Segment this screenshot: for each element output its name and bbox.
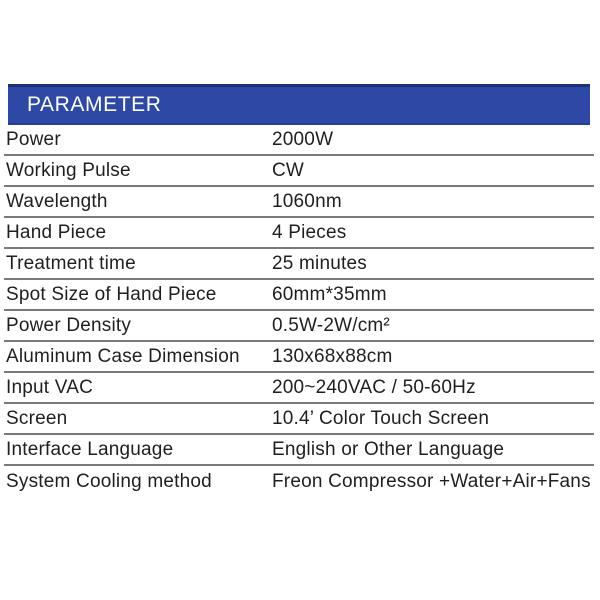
row-label: Aluminum Case Dimension (6, 345, 240, 367)
table-row (4, 218, 594, 249)
row-value: Freon Compressor +Water+Air+Fans (272, 470, 591, 492)
row-label: Treatment time (6, 252, 136, 274)
parameter-header-title: PARAMETER (27, 93, 162, 116)
row-value: English or Other Language (272, 438, 505, 460)
table-row (4, 404, 594, 435)
row-label: Screen (6, 407, 68, 429)
row-label: Power Density (6, 314, 132, 336)
row-value: 200~240VAC / 50-60Hz (272, 376, 476, 398)
row-label: Working Pulse (6, 159, 131, 181)
table-row (4, 156, 594, 187)
row-value: 60mm*35mm (272, 283, 387, 305)
table-row (4, 466, 594, 497)
row-value: 25 minutes (272, 252, 367, 274)
table-row (4, 249, 594, 280)
table-row (4, 435, 594, 466)
row-label: System Cooling method (6, 470, 212, 492)
parameter-table-body (4, 125, 594, 497)
parameter-spec-panel (4, 84, 594, 497)
table-row (4, 311, 594, 342)
row-value: 4 Pieces (272, 221, 347, 243)
row-value: 10.4’ Color Touch Screen (272, 407, 490, 429)
table-row (4, 342, 594, 373)
row-label: Wavelength (6, 190, 108, 212)
table-row (4, 125, 594, 156)
table-row (4, 187, 594, 218)
row-value: 1060nm (272, 190, 342, 212)
row-value: CW (272, 159, 305, 181)
row-label: Input VAC (6, 376, 93, 398)
row-value: 0.5W-2W/cm² (272, 314, 390, 336)
row-value: 2000W (272, 128, 334, 150)
row-label: Hand Piece (6, 221, 107, 243)
row-label: Spot Size of Hand Piece (6, 283, 217, 305)
row-value: 130x68x88cm (272, 345, 393, 367)
table-row (4, 373, 594, 404)
row-label: Interface Language (6, 438, 174, 460)
table-row (4, 280, 594, 311)
row-label: Power (6, 128, 61, 150)
parameter-header-bar (8, 84, 590, 125)
